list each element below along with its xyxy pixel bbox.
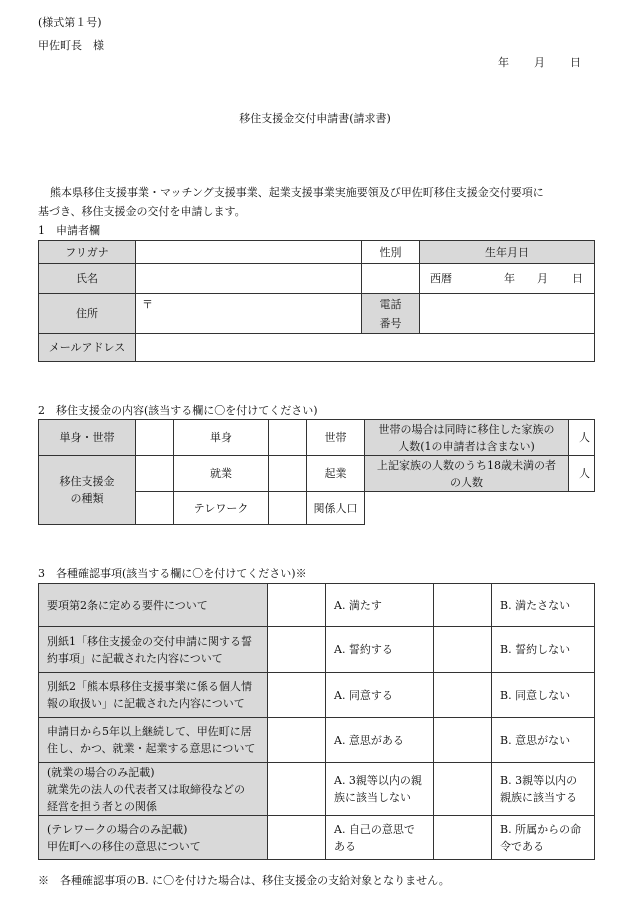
- intro-line-2: 基づき、移住支援金の交付を申請します。: [38, 205, 246, 218]
- subsidy-content-table: [38, 419, 595, 525]
- option-b-label-line: 令である: [500, 839, 544, 853]
- confirmation-item-line: (就業の場合のみ記載): [47, 765, 155, 779]
- option-a-label-line: A. 同意する: [334, 688, 393, 702]
- document-title: 移住支援金交付申請書(請求書): [239, 112, 391, 125]
- related-population-label: 関係人口: [307, 492, 365, 525]
- seireki-label: 西暦: [430, 272, 452, 285]
- confirmation-row: [39, 816, 595, 860]
- startup-circle-cell[interactable]: [269, 456, 307, 492]
- option-a-label-line: A. 意思がある: [334, 733, 404, 747]
- confirmation-item-line: 就業先の法人の代表者又は取締役などの: [47, 782, 245, 796]
- persons-unit-2: 人: [579, 467, 590, 480]
- confirmation-item-line: 別紙1「移住支援金の交付申請に関する誓: [47, 634, 252, 648]
- confirmation-item: [39, 584, 268, 627]
- option-a-label-line: ある: [334, 839, 356, 853]
- date-year-label: 年: [498, 56, 509, 69]
- confirmation-table: [38, 583, 595, 860]
- confirmation-row: [39, 627, 595, 673]
- confirmation-item-line: 報の取扱い」に記載された内容について: [47, 697, 245, 710]
- option-b-label-line: B. 誓約しない: [500, 643, 571, 656]
- subsidy-type-line1: 移住支援金: [59, 475, 115, 488]
- option-a-label: [326, 627, 434, 673]
- name-label: 氏名: [39, 264, 136, 294]
- telework-circle-cell[interactable]: [136, 492, 174, 525]
- subsidy-type-line2: の種類: [70, 492, 104, 505]
- gender-label: 性別: [362, 241, 420, 264]
- confirmation-item-line: 要項第2条に定める要件について: [47, 598, 208, 612]
- option-a-label-line: A. 3親等以内の親: [334, 774, 422, 787]
- option-a-circle-cell[interactable]: [268, 584, 326, 627]
- under18-label-line2: の人数: [450, 475, 483, 489]
- option-b-label-line: B. 意思がない: [500, 733, 571, 747]
- phone-label-line2: 番号: [379, 316, 402, 330]
- household-label: 世帯: [307, 420, 365, 456]
- option-a-circle-cell[interactable]: [268, 763, 326, 816]
- confirmation-row: [39, 718, 595, 763]
- option-a-circle-cell[interactable]: [268, 627, 326, 673]
- gender-field[interactable]: [362, 264, 420, 294]
- section1-heading: 1 申請者欄: [38, 224, 100, 237]
- employment-label: 就業: [174, 456, 269, 492]
- phone-field[interactable]: [420, 294, 595, 334]
- family-count-label-line2: 人数(1の申請者は含まない): [398, 439, 535, 453]
- phone-label: [362, 294, 420, 334]
- confirmation-item: [39, 627, 268, 673]
- startup-label: 起業: [307, 456, 365, 492]
- email-field[interactable]: [136, 334, 595, 362]
- telework-label: テレワーク: [174, 492, 269, 525]
- option-a-label: [326, 763, 434, 816]
- birth-year-label: 年: [504, 272, 515, 285]
- option-a-label: [326, 673, 434, 718]
- option-b-label-line: B. 3親等以内の: [500, 774, 578, 787]
- option-b-circle-cell[interactable]: [434, 627, 492, 673]
- option-b-label: [492, 627, 595, 673]
- section3-heading: 3 各種確認事項(該当する欄に〇を付けてください)※: [38, 567, 307, 580]
- footnote: ※ 各種確認事項のB. に〇を付けた場合は、移住支援金の支給対象となりません。: [38, 874, 450, 887]
- confirmation-item-line: 約事項」に記載された内容について: [47, 651, 223, 665]
- option-b-label-line: B. 満たさない: [500, 598, 571, 612]
- confirmation-row: [39, 584, 595, 627]
- form-number: (様式第１号): [38, 16, 102, 29]
- household-circle-cell[interactable]: [269, 420, 307, 456]
- address-label: 住所: [39, 294, 136, 334]
- option-b-label-line: 親族に該当する: [500, 791, 577, 804]
- option-b-label: [492, 718, 595, 763]
- confirmation-item: [39, 718, 268, 763]
- empty-cell: [365, 492, 595, 525]
- family-count-label-line1: 世帯の場合は同時に移住した家族の: [378, 422, 555, 436]
- confirmation-item-line: 申請日から5年以上継続して、甲佐町に居: [47, 725, 252, 738]
- option-a-label-line: A. 自己の意思で: [334, 822, 415, 836]
- confirmation-item-line: 経営を担う者との関係: [47, 799, 157, 813]
- option-a-label: [326, 816, 434, 860]
- option-b-label: [492, 763, 595, 816]
- email-label: メールアドレス: [39, 334, 136, 362]
- name-field[interactable]: [136, 264, 362, 294]
- birth-day-label: 日: [572, 272, 583, 285]
- option-b-label-line: B. 同意しない: [500, 688, 571, 702]
- option-a-circle-cell[interactable]: [268, 673, 326, 718]
- confirmation-item: [39, 816, 268, 860]
- date-day-label: 日: [570, 56, 581, 69]
- option-b-label: [492, 673, 595, 718]
- option-b-circle-cell[interactable]: [434, 584, 492, 627]
- confirmation-row: [39, 673, 595, 718]
- persons-unit: 人: [579, 431, 590, 444]
- family-count-label: [365, 420, 569, 456]
- confirmation-item-line: (テレワークの場合のみ記載): [47, 822, 188, 836]
- postal-mark: 〒: [142, 298, 153, 311]
- section2-heading: 2 移住支援金の内容(該当する欄に〇を付けてください): [38, 404, 318, 417]
- option-a-label: [326, 584, 434, 627]
- birthdate-label: 生年月日: [420, 241, 595, 264]
- furigana-label: フリガナ: [39, 241, 136, 264]
- option-b-circle-cell[interactable]: [434, 718, 492, 763]
- option-a-circle-cell[interactable]: [268, 816, 326, 860]
- option-a-circle-cell[interactable]: [268, 718, 326, 763]
- applicant-table: [38, 240, 595, 362]
- confirmation-item-line: 別紙2「熊本県移住支援事業に係る個人情: [47, 680, 252, 693]
- confirmation-item-line: 甲佐町への移住の意思について: [47, 839, 201, 853]
- option-b-circle-cell[interactable]: [434, 816, 492, 860]
- date-month-label: 月: [534, 56, 545, 69]
- birth-month-label: 月: [537, 272, 548, 285]
- confirmation-item: [39, 673, 268, 718]
- furigana-field[interactable]: [136, 241, 362, 264]
- option-a-label: [326, 718, 434, 763]
- address-field[interactable]: [136, 294, 362, 334]
- option-b-circle-cell[interactable]: [434, 673, 492, 718]
- single-household-label: 単身・世帯: [39, 420, 136, 456]
- birthdate-field[interactable]: [420, 264, 595, 294]
- phone-label-line1: 電話: [379, 297, 402, 311]
- option-a-label-line: A. 満たす: [334, 598, 382, 612]
- addressee: 甲佐町長 様: [38, 39, 104, 52]
- single-label: 単身: [174, 420, 269, 456]
- under18-count-field[interactable]: [569, 456, 595, 492]
- subsidy-type-label: [39, 456, 136, 525]
- family-count-field[interactable]: [569, 420, 595, 456]
- option-a-label-line: A. 誓約する: [334, 643, 393, 656]
- related-circle-cell[interactable]: [269, 492, 307, 525]
- confirmation-item: [39, 763, 268, 816]
- intro-line-1: 熊本県移住支援事業・マッチング支援事業、起業支援事業実施要領及び甲佐町移住支援金交付要項に: [50, 186, 544, 199]
- confirmation-item-line: 住し、かつ、就業・起業する意思について: [47, 742, 256, 755]
- option-b-label-line: B. 所属からの命: [500, 822, 582, 836]
- under18-label-line1: 上記家族の人数のうち18歳未満の者: [377, 458, 556, 472]
- single-circle-cell[interactable]: [136, 420, 174, 456]
- option-a-label-line: 族に該当しない: [334, 791, 411, 804]
- option-b-label: [492, 584, 595, 627]
- option-b-circle-cell[interactable]: [434, 763, 492, 816]
- employment-circle-cell[interactable]: [136, 456, 174, 492]
- confirmation-row: [39, 763, 595, 816]
- under18-count-label: [365, 456, 569, 492]
- option-b-label: [492, 816, 595, 860]
